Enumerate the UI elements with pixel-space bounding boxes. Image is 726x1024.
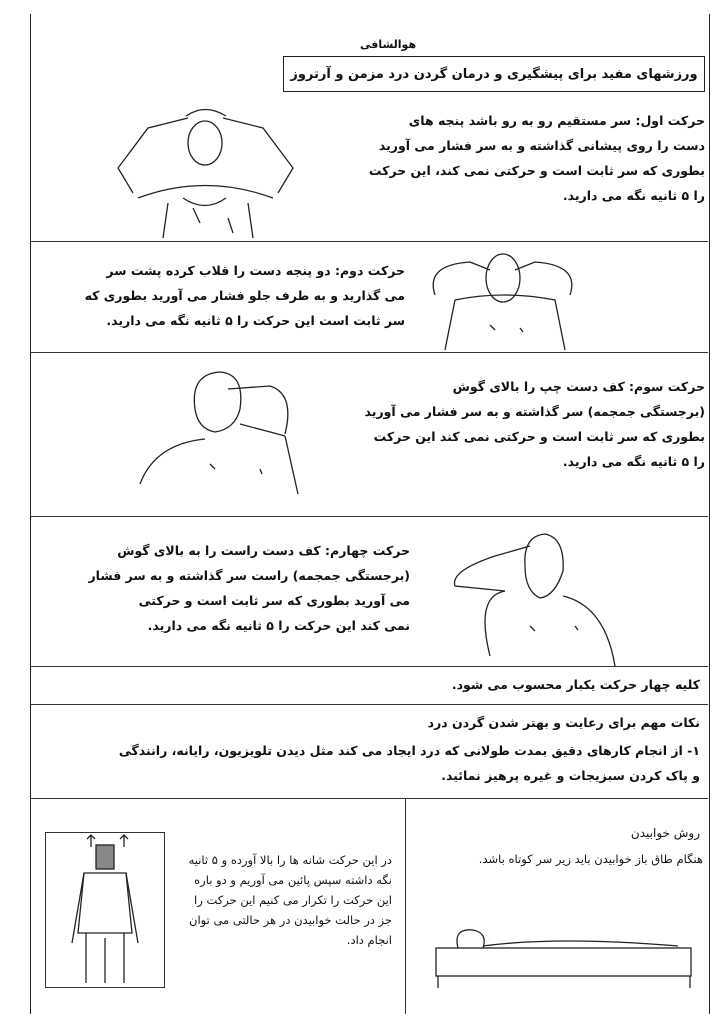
- title-box: [283, 56, 705, 92]
- shrug-box: [45, 832, 165, 988]
- shrug-text: در این حرکت شانه ها را بالا آورده و ۵ ثانیه نگه داشته سپس پائین می آوریم و دو باره این حرکت را تکرار می کنیم این حرکت را جز در حالت خوابیدن در هر حالتی می توان انجام داد.: [188, 853, 392, 947]
- divider: [30, 516, 708, 517]
- divider: [30, 798, 708, 799]
- sleeping-figure: [428, 918, 698, 990]
- exercise-4-text: حرکت چهارم: کف دست راست را به بالای گوش (برجستگی جمجمه) راست سر گذاشته و به سر فشار می آورید بطوری که سر ثابت است و حرکتی نمی کند این حرکت را ۵ ثانیه نگه می دارید.: [88, 543, 410, 633]
- exercise-4-figure: [435, 526, 625, 666]
- handwritten-label: هوالشافی: [360, 38, 417, 51]
- exercise-3-figure: [120, 364, 320, 504]
- tips-heading: نکات مهم برای رعایت و بهتر شدن گردن درد: [427, 715, 700, 730]
- page-title: ورزشهای مفید برای پیشگیری و درمان گردن درد مزمن و آرتروز: [290, 66, 698, 82]
- tips-item-1: ۱- از انجام کارهای دقیق بمدت طولانی که درد ایجاد می کند مثل دیدن تلویزیون، رایانه، رانندگی و پاک کردن سبزیجات و غیره پرهیز نمائید.: [118, 743, 700, 783]
- exercise-1-text: حرکت اول: سر مستقیم رو به رو باشد پنجه های دست را روی پیشانی گذاشته و به سر فشار می آورید بطوری که سر ثابت است و حرکتی نمی کند، این حرکت را ۵ ثانیه نگه می دارید.: [368, 113, 705, 203]
- divider: [30, 241, 708, 242]
- sleep-text: هنگام طاق باز خوابیدن باید زیر سر کوتاه باشد.: [478, 852, 703, 866]
- exercise-1-figure: [108, 98, 303, 238]
- exercise-3-text: حرکت سوم: کف دست چپ را بالای گوش (برجستگی جمجمه) سر گذاشته و به سر فشار می آورید بطوری که سر ثابت است و حرکتی نمی کند این حرکت را ۵ ثانیه نگه می دارید.: [364, 379, 705, 469]
- shrug-figure: [46, 833, 164, 987]
- divider: [30, 666, 708, 667]
- divider: [30, 704, 708, 705]
- summary-text: کلیه چهار حرکت یکبار محسوب می شود.: [451, 677, 700, 692]
- exercise-2-text: حرکت دوم: دو پنجه دست را قلاب کرده پشت سر می گذارید و به طرف جلو فشار می آورید بطوری که سر ثابت است این حرکت را ۵ ثانیه نگه می دارید.: [84, 263, 405, 328]
- sleep-title: روش خوابیدن: [630, 826, 700, 840]
- exercise-2-figure: [415, 240, 590, 350]
- divider: [30, 352, 708, 353]
- divider-vertical: [405, 798, 406, 1014]
